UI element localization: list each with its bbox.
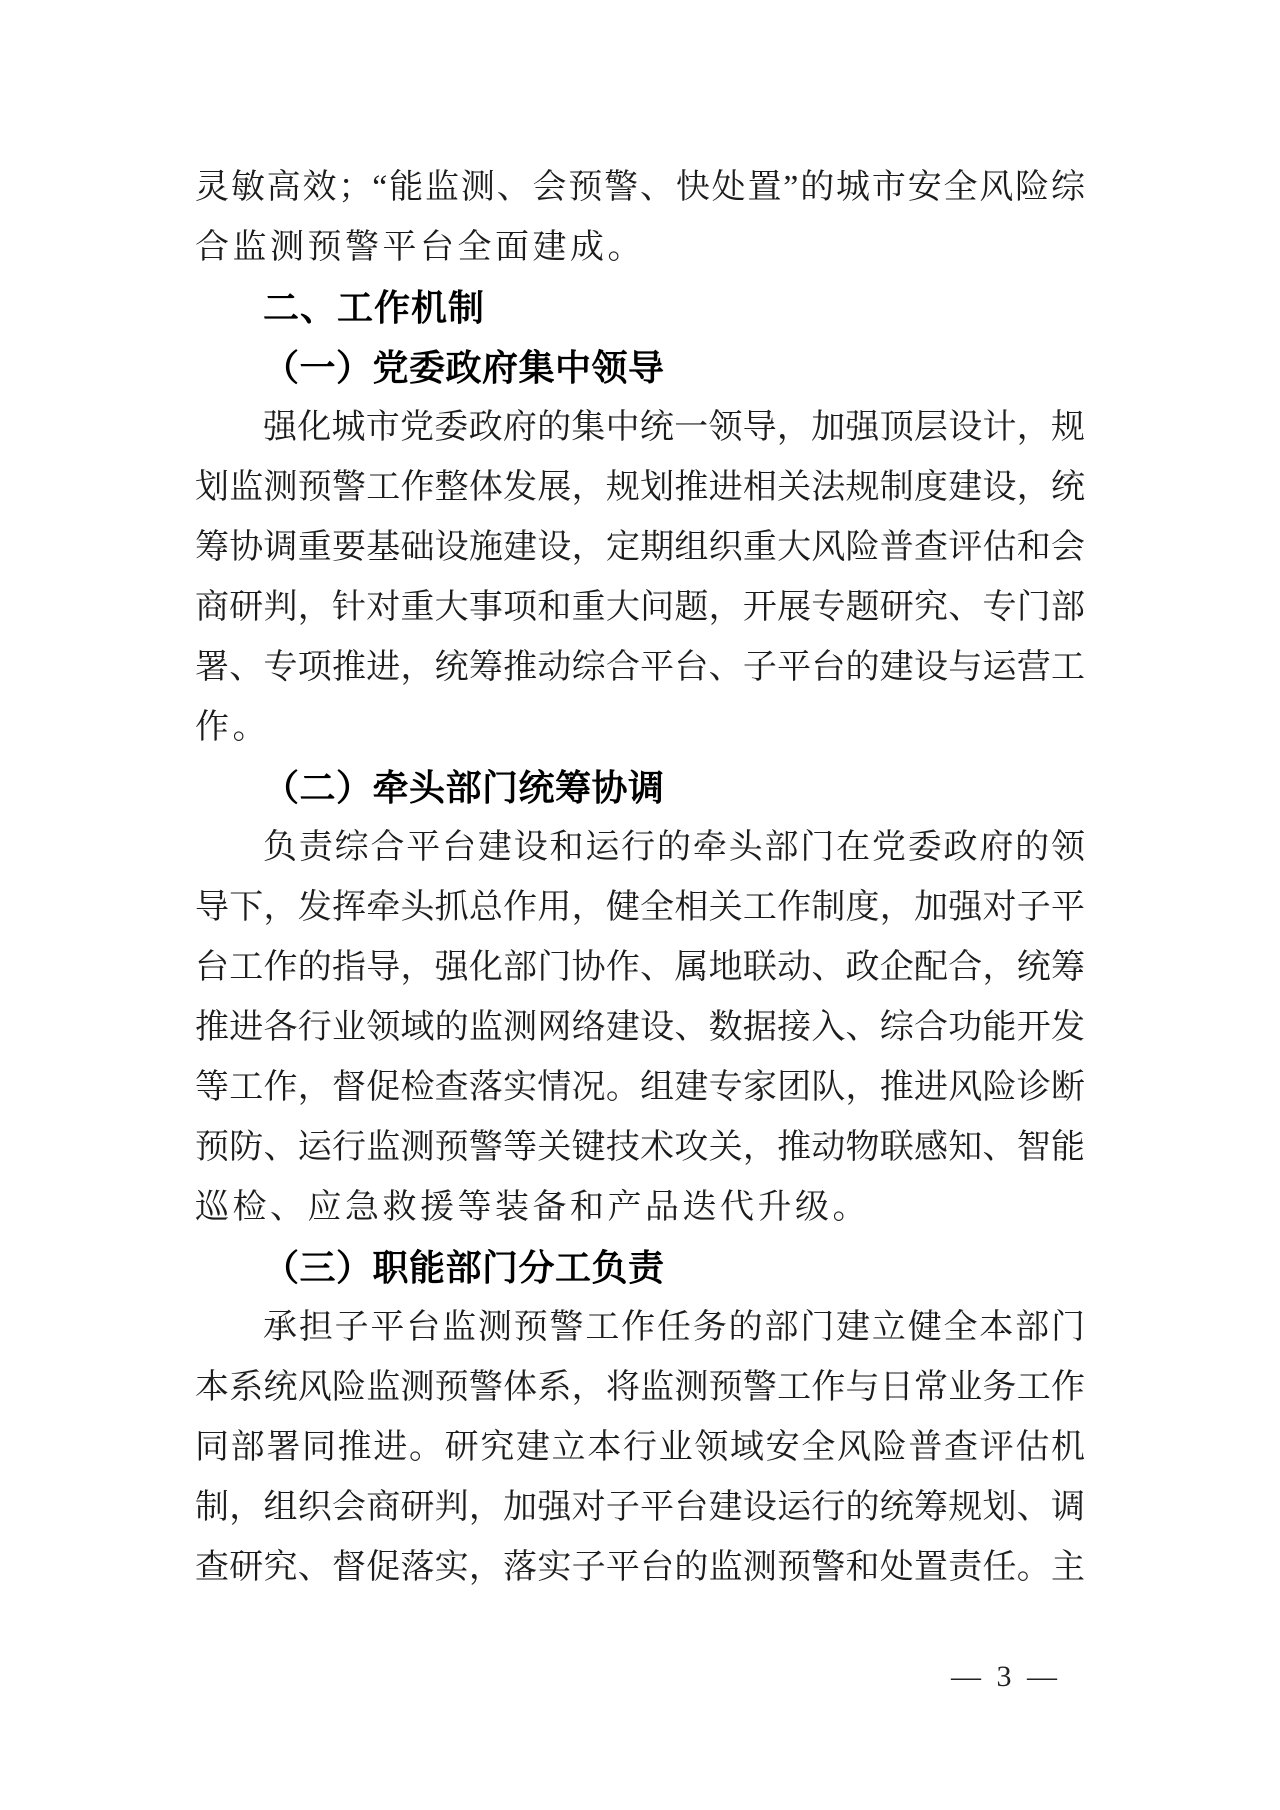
text-line: 台工作的指导，强化部门协作、属地联动、政企配合，统筹: [195, 949, 1085, 986]
heading-line: （一）党委政府集中领导: [263, 348, 665, 388]
text-line: 灵敏高效；“能监测、会预警、快处置”的城市安全风险综: [195, 169, 1085, 206]
text-line: 查研究、督促落实，落实子平台的监测预警和处置责任。主: [195, 1549, 1085, 1586]
text-line: 巡检、应急救援等装备和产品迭代升级。: [195, 1189, 870, 1226]
page-number: — 3 —: [951, 1660, 1058, 1693]
text-line: 等工作，督促检查落实情况。组建专家团队，推进风险诊断: [195, 1069, 1085, 1106]
text-line: 预防、运行监测预警等关键技术攻关，推动物联感知、智能: [195, 1129, 1085, 1166]
text-line: 署、专项推进，统筹推动综合平台、子平台的建设与运营工: [195, 649, 1085, 686]
text-line: 本系统风险监测预警体系，将监测预警工作与日常业务工作: [195, 1369, 1085, 1406]
text-line: 承担子平台监测预警工作任务的部门建立健全本部门: [263, 1309, 1085, 1346]
document-body: [195, 158, 1085, 1598]
heading-line: 二、工作机制: [263, 287, 486, 328]
text-line: 导下，发挥牵头抓总作用，健全相关工作制度，加强对子平: [195, 889, 1085, 926]
text-line: 合监测预警平台全面建成。: [195, 229, 645, 266]
text-line: 负责综合平台建设和运行的牵头部门在党委政府的领: [263, 829, 1085, 866]
text-line: 强化城市党委政府的集中统一领导，加强顶层设计，规: [263, 409, 1085, 446]
text-line: 推进各行业领域的监测网络建设、数据接入、综合功能开发: [195, 1009, 1085, 1046]
heading-line: （三）职能部门分工负责: [263, 1248, 665, 1288]
text-line: 作。: [195, 709, 270, 746]
text-line: 筹协调重要基础设施建设，定期组织重大风险普查评估和会: [195, 529, 1085, 566]
text-line: 划监测预警工作整体发展，规划推进相关法规制度建设，统: [195, 469, 1085, 506]
text-line: 同部署同推进。研究建立本行业领域安全风险普查评估机: [195, 1429, 1085, 1466]
text-line: 商研判，针对重大事项和重大问题，开展专题研究、专门部: [195, 589, 1085, 626]
page-footer: [951, 1655, 1058, 1699]
text-line: 制，组织会商研判，加强对子平台建设运行的统筹规划、调: [195, 1489, 1085, 1526]
heading-line: （二）牵头部门统筹协调: [263, 768, 665, 808]
